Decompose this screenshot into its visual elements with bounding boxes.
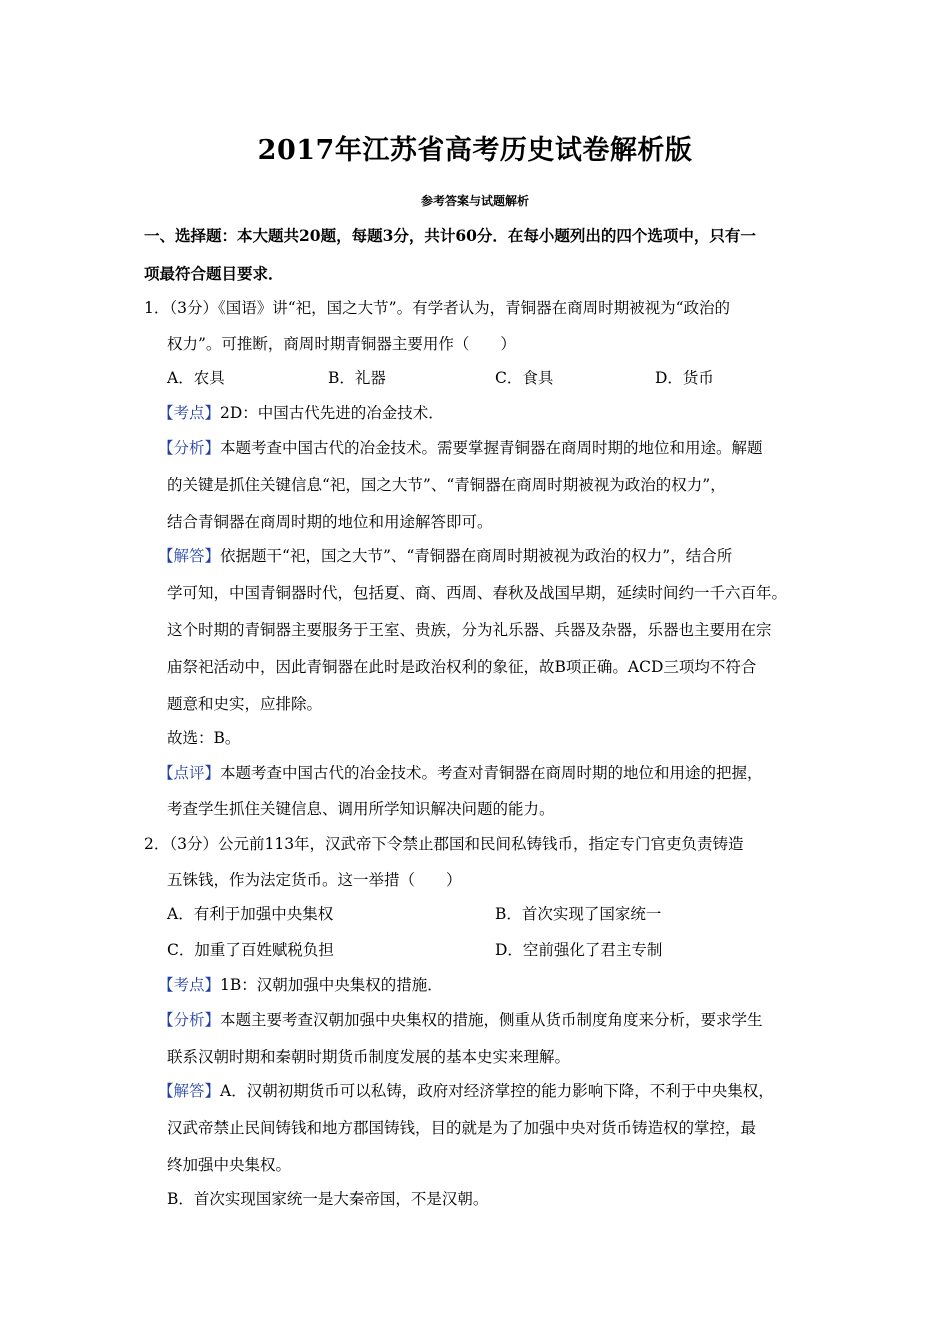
section-heading-line-1: 一、选择题：本大题共20题，每题3分，共计60分．在每小题列出的四个选项中，只有一: [144, 226, 756, 245]
q1-stem-line-1: 1．（3分）《国语》讲“祀，国之大节”。有学者认为，青铜器在商周时期被视为“政治的: [144, 299, 730, 317]
q2-kaodian-tag: 【考点】: [158, 976, 221, 994]
q1-fenxi-line-1: [158, 436, 763, 458]
page-subtitle: 参考答案与试题解析: [420, 194, 529, 208]
q1-stem-line-2: 权力”。可推断，商周时期青铜器主要用作（ ）: [167, 335, 516, 353]
q2-option-b: B．首次实现了国家统一: [495, 905, 662, 923]
q1-option-b: B．礼器: [328, 369, 386, 387]
q2-stem-line-1: 2．（3分）公元前113年，汉武帝下令禁止郡国和民间私铸钱币，指定专门官吏负责铸造: [144, 835, 744, 853]
q1-jieda-line-1: [158, 544, 732, 566]
q1-jieda-text-1: 依据题干“祀，国之大节”、“青铜器在商周时期被视为政治的权力”，结合所: [220, 547, 733, 565]
q2-fenxi-line-1: [158, 1008, 763, 1030]
q2-fenxi-tag: 【分析】: [158, 1011, 221, 1029]
q2-jieda-tag: 【解答】: [158, 1082, 221, 1100]
q1-answer: 故选：B。: [167, 729, 241, 747]
q1-kaodian-tag: 【考点】: [158, 404, 221, 422]
q2-jieda-line-3: 终加强中央集权。: [167, 1156, 292, 1174]
q2-jieda-line-1: [158, 1079, 774, 1101]
q2-kaodian: [158, 973, 443, 995]
q1-jieda-line-5: 题意和史实，应排除。: [167, 695, 323, 713]
q2-kaodian-text: 1B：汉朝加强中央集权的措施．: [220, 976, 443, 994]
q1-option-c: C．食具: [495, 369, 554, 387]
q1-fenxi-text-1: 本题考查中国古代的冶金技术。需要掌握青铜器在商周时期的地位和用途。解题: [220, 439, 763, 457]
q2-jieda-text-1: A．汉朝初期货币可以私铸，政府对经济掌控的能力影响下降，不利于中央集权，: [220, 1082, 774, 1100]
q1-jieda-line-4: 庙祭祀活动中，因此青铜器在此时是政治权利的象征，故B项正确。ACD三项均不符合: [167, 658, 757, 676]
q1-dianping-text-1: 本题考查中国古代的冶金技术。考查对青铜器在商周时期的地位和用途的把握，: [220, 764, 763, 782]
q1-dianping-line-2: 考查学生抓住关键信息、调用所学知识解决问题的能力。: [167, 800, 555, 818]
q2-fenxi-text-1: 本题主要考查汉朝加强中央集权的措施，侧重从货币制度角度来分析，要求学生: [220, 1011, 763, 1029]
q1-fenxi-line-2: 的关键是抓住关键信息“祀，国之大节”、“青铜器在商周时期被视为政治的权力”，: [167, 476, 726, 494]
q1-dianping-tag: 【点评】: [158, 764, 221, 782]
q2-jieda-line-2: 汉武帝禁止民间铸钱和地方郡国铸钱，目的就是为了加强中央对货币铸造权的掌控，最: [167, 1119, 757, 1137]
q1-jieda-line-3: 这个时期的青铜器主要服务于王室、贵族，分为礼乐器、兵器及杂器，乐器也主要用在宗: [167, 621, 772, 639]
q2-option-d: D．空前强化了君主专制: [495, 941, 663, 959]
q2-stem-line-2: 五铢钱，作为法定货币。这一举措（ ）: [167, 871, 462, 889]
section-heading-line-2: 项最符合题目要求．: [144, 264, 284, 283]
q2-option-a: A．有利于加强中央集权: [167, 905, 334, 923]
q2-fenxi-line-2: 联系汉朝时期和秦朝时期货币制度发展的基本史实来理解。: [167, 1048, 571, 1066]
q1-option-a: A．农具: [167, 369, 225, 387]
q1-jieda-line-2: 学可知，中国青铜器时代，包括夏、商、西周、春秋及战国早期，延续时间约一千六百年。: [167, 584, 788, 602]
q1-fenxi-tag: 【分析】: [158, 439, 221, 457]
q2-option-c: C．加重了百姓赋税负担: [167, 941, 334, 959]
q1-fenxi-line-3: 结合青铜器在商周时期的地位和用途解答即可。: [167, 513, 493, 531]
q2-jieda-line-4: B．首次实现国家统一是大秦帝国，不是汉朝。: [167, 1190, 489, 1208]
q1-kaodian: [158, 401, 444, 423]
q1-option-d: D．货币: [655, 369, 714, 387]
q1-dianping-line-1: [158, 761, 763, 783]
q1-jieda-tag: 【解答】: [158, 547, 221, 565]
page-title: 2017年江苏省高考历史试卷解析版: [257, 135, 693, 166]
q1-kaodian-text: 2D：中国古代先进的冶金技术．: [220, 404, 444, 422]
